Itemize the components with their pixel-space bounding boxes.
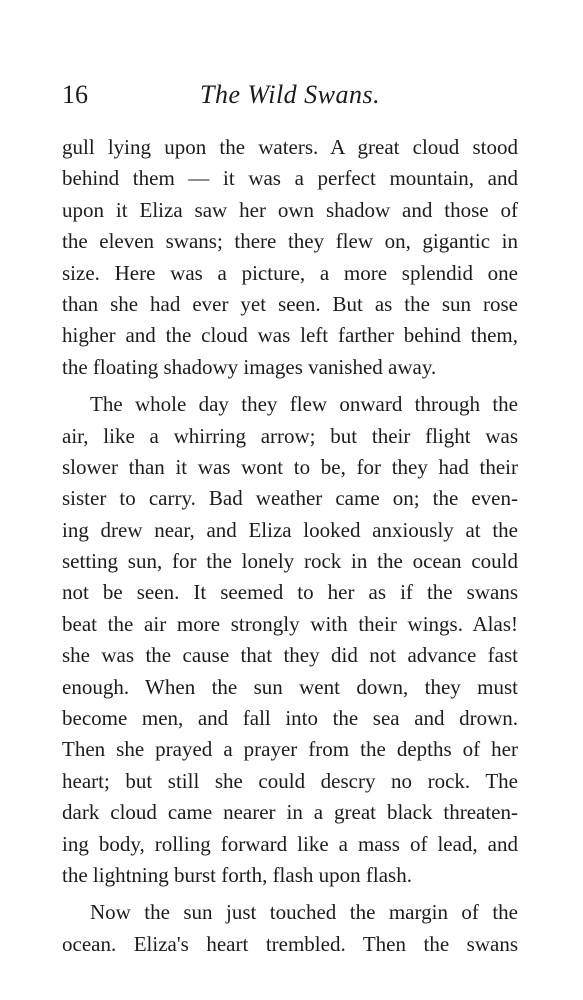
text-line: beat the air more strongly with their wings. Alas! bbox=[62, 611, 518, 636]
text-line: upon it Eliza saw her own shadow and those of bbox=[62, 197, 518, 222]
text-line: heart; but still she could descry no rock. The bbox=[62, 768, 518, 793]
paragraph bbox=[62, 132, 518, 383]
paragraph bbox=[62, 897, 518, 960]
text-line: ocean. Eliza's heart trembled. Then the swans bbox=[62, 931, 518, 956]
text-line: behind them — it was a perfect mountain, and bbox=[62, 166, 518, 191]
text-line: the floating shadowy images vanished away. bbox=[62, 354, 437, 379]
text-line: size. Here was a picture, a more splendid one bbox=[62, 260, 518, 285]
text-line: Then she prayed a prayer from the depths of her bbox=[62, 737, 518, 762]
text-line: become men, and fall into the sea and drown. bbox=[62, 706, 518, 731]
text-line: dark cloud came nearer in a great black threaten- bbox=[62, 800, 518, 825]
text-line: setting sun, for the lonely rock in the ocean could bbox=[62, 549, 518, 574]
text-line: she was the cause that they did not advance fast bbox=[62, 643, 518, 668]
text-line: than she had ever yet seen. But as the sun rose bbox=[62, 291, 518, 316]
text-line: the lightning burst forth, flash upon flash. bbox=[62, 862, 412, 887]
text-line: the eleven swans; there they flew on, gigantic in bbox=[62, 229, 518, 254]
running-head bbox=[62, 78, 514, 112]
body-text bbox=[62, 132, 518, 960]
text-line: ing body, rolling forward like a mass of lead, and bbox=[62, 831, 518, 856]
text-line: slower than it was wont to be, for they had their bbox=[62, 454, 518, 479]
text-line: enough. When the sun went down, they must bbox=[62, 674, 518, 699]
text-line: gull lying upon the waters. A great cloud stood bbox=[62, 135, 518, 159]
text-line: sister to carry. Bad weather came on; the even- bbox=[62, 486, 518, 511]
text-line: not be seen. It seemed to her as if the swans bbox=[62, 580, 518, 605]
page-number: 16 bbox=[62, 80, 88, 109]
text-line: ing drew near, and Eliza looked anxiously at the bbox=[62, 517, 518, 542]
running-title: The Wild Swans. bbox=[200, 80, 381, 109]
text-line: The whole day they flew onward through the bbox=[90, 392, 518, 417]
text-line: air, like a whirring arrow; but their flight was bbox=[62, 423, 518, 448]
text-line: Now the sun just touched the margin of the bbox=[90, 900, 518, 925]
text-line: higher and the cloud was left farther behind them, bbox=[62, 323, 518, 348]
paragraph bbox=[62, 389, 518, 891]
